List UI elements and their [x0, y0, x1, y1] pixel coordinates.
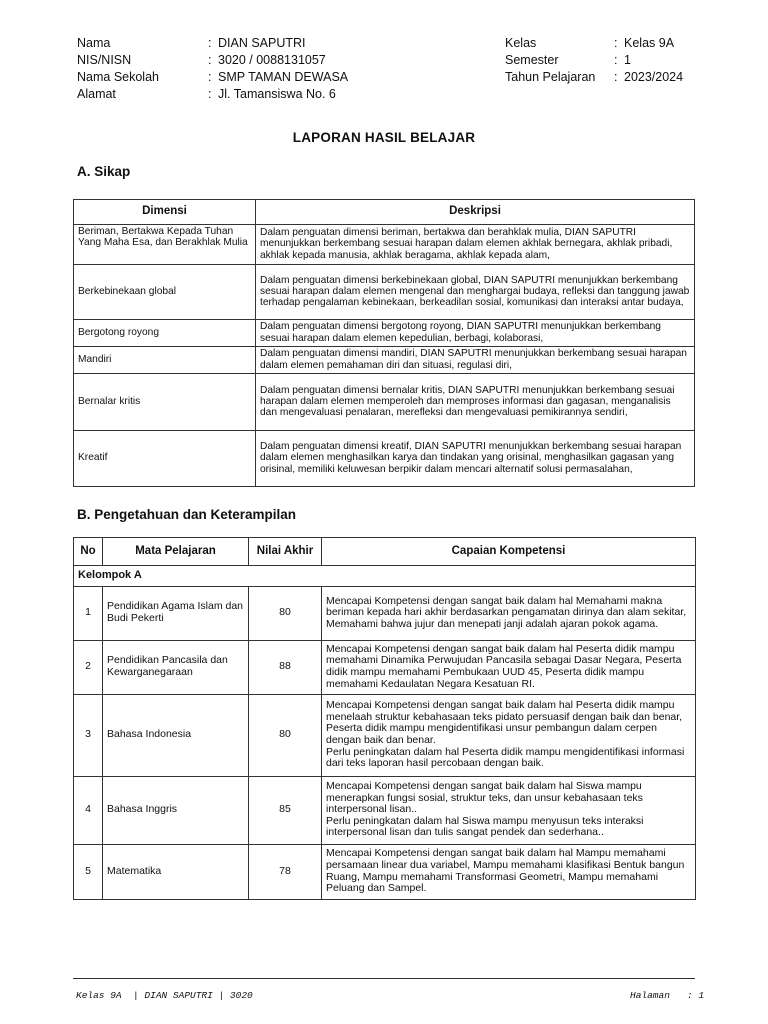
nisn-value: 3020 / 0088131057 [218, 53, 326, 67]
table-row [74, 641, 696, 695]
dimension-cell: Bergotong royong [74, 320, 256, 347]
score-cell: 80 [249, 587, 322, 641]
competency-cell: Mencapai Kompetensi dengan sangat baik dalam hal Peserta didik mampu memahami Dinamika Perwujudan Pancasila sebagai Dasar Negara, Peserta didik mampu memahami Pembukaan UUD 45, Peserta didik mampu memahami Kedaulatan Negara Kesatuan RI. [322, 641, 696, 695]
school-value: SMP TAMAN DEWASA [218, 70, 349, 84]
column-header-competency: Capaian Kompetensi [322, 538, 696, 566]
semester-label: Semester [505, 53, 559, 67]
row-number: 4 [74, 777, 103, 845]
column-header-subject: Mata Pelajaran [103, 538, 249, 566]
description-cell: Dalam penguatan dimensi kreatif, DIAN SAPUTRI menunjukkan berkembang sesuai harapan dalam elemen menghasilkan karya dan tindakan yang orisinal, menghasilkan gagasan yang orisinal, memiliki keluwesan berpikir dalam mencari alternatif solusi permasalahan, [256, 431, 695, 487]
competency-cell: Mencapai Kompetensi dengan sangat baik dalam hal Memahami makna beriman kepada hari akhir berdasarkan pengamatan dirinya dan alam sekitar, Memahami bahwa jujur dan menepati janji adalah ajaran pokok agama. [322, 587, 696, 641]
table-row [74, 777, 696, 845]
score-cell: 85 [249, 777, 322, 845]
competency-cell: Mencapai Kompetensi dengan sangat baik dalam hal Mampu memahami persamaan linear dua variabel, Mampu memahami klasifikasi Bentuk bangun Ruang, Mampu memahami Transformasi Geometri, Mampu memahami Peluang dan Sampel. [322, 845, 696, 900]
name-label: Nama [77, 36, 111, 50]
section-b-title: B. Pengetahuan dan Keterampilan [77, 507, 297, 522]
info-row-class: Kelas : Kelas 9A [505, 36, 675, 50]
competency-cell [322, 777, 696, 845]
table-row [74, 431, 695, 487]
description-cell: Dalam penguatan dimensi beriman, bertakwa dan berahklak mulia, DIAN SAPUTRI menunjukkan berkembang sesuai harapan dalam elemen akhlak bernegara, akhlak pribadi, akhlak kepada manusia, akhlak beragama, akhlak kepada alam, [256, 225, 695, 265]
table-row [74, 320, 695, 347]
table-header-row [74, 538, 696, 566]
group-row [74, 566, 696, 587]
info-row-school: Nama Sekolah : SMP TAMAN DEWASA [77, 70, 349, 84]
description-cell: Dalam penguatan dimensi bergotong royong, DIAN SAPUTRI menunjukkan berkembang sesuai harapan dalam elemen kepedulian, berbagi, kolaborasi, [256, 320, 695, 347]
info-row-year: Tahun Pelajaran : 2023/2024 [505, 70, 684, 84]
class-label: Kelas [505, 36, 537, 50]
nisn-label: NIS/NISN [77, 53, 132, 67]
competency-text: Mencapai Kompetensi dengan sangat baik dalam hal Peserta didik mampu menelaah struktur kebahasaan teks pidato persuasif dengan baik dan benar, Peserta didik mampu mengidentifikasi unsur pembangun dalam cerpen dengan baik dan benar. [326, 699, 683, 746]
description-cell: Dalam penguatan dimensi bernalar kritis, DIAN SAPUTRI menunjukkan berkembang sesuai harapan dalam elemen memperoleh dan memproses informasi dan gagasan, menganalisis dan mengevaluasi penalaran, merefleksi dan mengevaluasi pemikirannya sendiri, [256, 374, 695, 431]
subject-cell: Pendidikan Pancasila dan Kewarganegaraan [103, 641, 249, 695]
dimension-cell: Bernalar kritis [74, 374, 256, 431]
table-row [74, 347, 695, 374]
semester-value: 1 [624, 53, 631, 67]
dimension-cell: Kreatif [74, 431, 256, 487]
competency-improvement-text: Perlu peningkatan dalam hal Peserta didik mampu mengidentifikasi informasi dari teks laporan hasil percobaan dengan baik. [326, 745, 685, 770]
table-row [74, 225, 695, 265]
competency-text: Mencapai Kompetensi dengan sangat baik dalam hal Siswa mampu menerapkan fungsi sosial, struktur teks, dan unsur kebahasaan teks interpersonal lisan.. [326, 780, 643, 816]
year-value: 2023/2024 [624, 70, 684, 84]
row-number: 2 [74, 641, 103, 695]
row-number: 5 [74, 845, 103, 900]
footer-page-number: Halaman : 1 [630, 990, 705, 1001]
year-label: Tahun Pelajaran [505, 70, 596, 84]
table-row [74, 845, 696, 900]
student-info-right [505, 35, 683, 86]
table-header-row [74, 200, 695, 225]
subject-cell: Bahasa Indonesia [103, 695, 249, 777]
table-row [74, 587, 696, 641]
info-row-semester: Semester : 1 [505, 53, 631, 67]
group-label: Kelompok A [74, 566, 696, 587]
score-cell: 78 [249, 845, 322, 900]
column-header-no: No [74, 538, 103, 566]
dimension-cell: Mandiri [74, 347, 256, 374]
row-number: 3 [74, 695, 103, 777]
column-header-score: Nilai Akhir [249, 538, 322, 566]
score-cell: 80 [249, 695, 322, 777]
section-a-title: A. Sikap [77, 164, 131, 179]
competency-cell [322, 695, 696, 777]
score-cell: 88 [249, 641, 322, 695]
table-row [74, 374, 695, 431]
report-title: LAPORAN HASIL BELAJAR [292, 130, 476, 145]
row-number: 1 [74, 587, 103, 641]
knowledge-skills-table [73, 537, 696, 900]
footer-divider [73, 978, 695, 979]
dimension-cell: Beriman, Bertakwa Kepada Tuhan Yang Maha Esa, dan Berakhlak Mulia [74, 225, 256, 265]
info-row-address: Alamat : Jl. Tamansiswa No. 6 [77, 87, 336, 101]
description-cell: Dalam penguatan dimensi berkebinekaan global, DIAN SAPUTRI menunjukkan berkembang sesuai harapan dalam elemen mengenal dan menghargai budaya, refleksi dan tanggung jawab terhadap pengalaman kebinekaan, berkeadilan sosial, komunikasi dan interaksi antar budaya, [256, 265, 695, 320]
column-header-dimension: Dimensi [74, 200, 256, 225]
school-label: Nama Sekolah [77, 70, 159, 84]
info-row-nisn: NIS/NISN : 3020 / 0088131057 [77, 53, 326, 67]
table-row [74, 265, 695, 320]
info-row-name: Nama : DIAN SAPUTRI [77, 36, 306, 50]
subject-cell: Pendidikan Agama Islam dan Budi Pekerti [103, 587, 249, 641]
student-info-left [77, 35, 348, 103]
footer-left: Kelas 9A | DIAN SAPUTRI | 3020 [76, 990, 253, 1001]
address-label: Alamat [77, 87, 116, 101]
class-value: Kelas 9A [624, 36, 675, 50]
subject-cell: Bahasa Inggris [103, 777, 249, 845]
name-value: DIAN SAPUTRI [218, 36, 306, 50]
subject-cell: Matematika [103, 845, 249, 900]
dimension-cell: Berkebinekaan global [74, 265, 256, 320]
table-row [74, 695, 696, 777]
description-cell: Dalam penguatan dimensi mandiri, DIAN SAPUTRI menunjukkan berkembang sesuai harapan dalam elemen pemahaman diri dan situasi, regulasi diri, [256, 347, 695, 374]
column-header-description: Deskripsi [256, 200, 695, 225]
competency-improvement-text: Perlu peningkatan dalam hal Siswa mampu menyusun teks interaksi interpersonal lisan dan tulis sangat pendek dan sederhana.. [326, 814, 644, 839]
address-value: Jl. Tamansiswa No. 6 [218, 87, 336, 101]
attitude-table [73, 199, 695, 487]
